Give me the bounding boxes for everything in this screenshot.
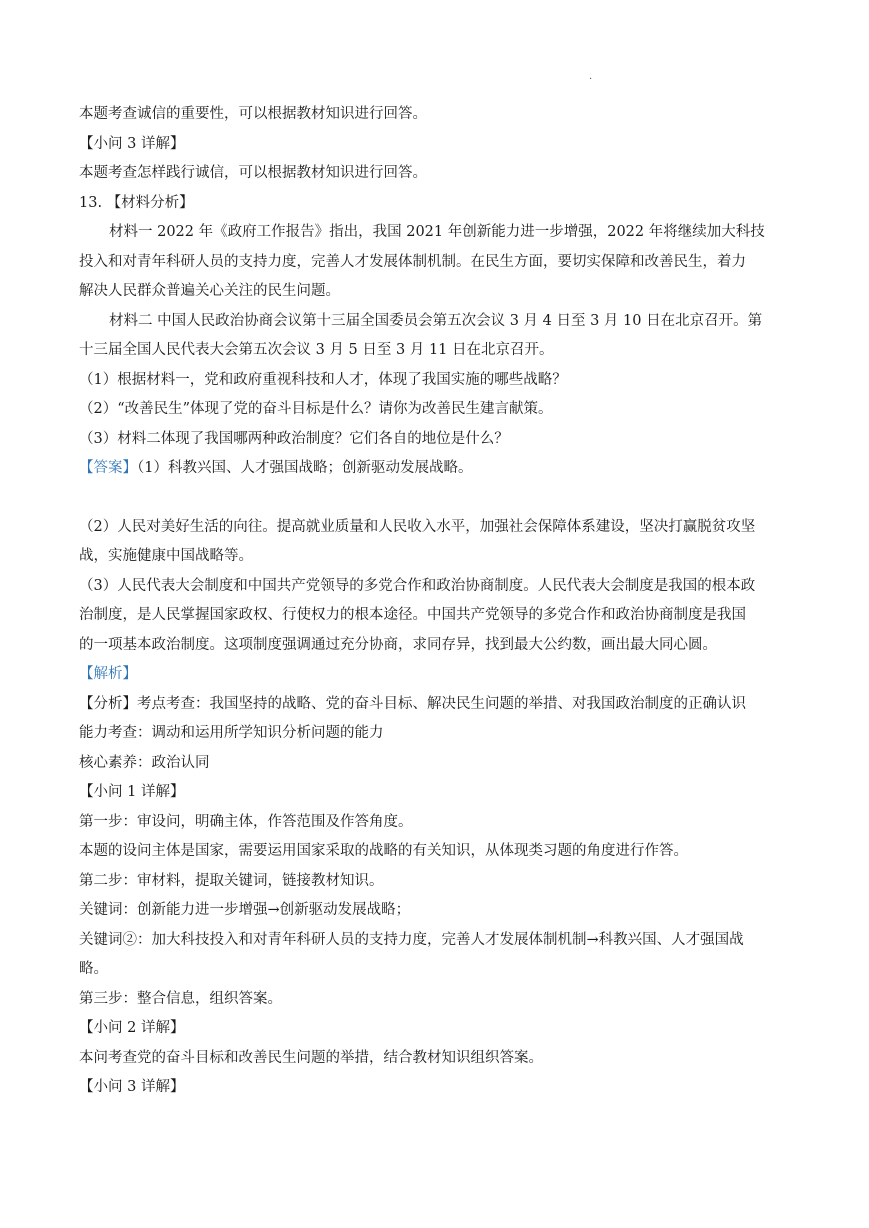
answer-tag: 【答案】 [79, 460, 137, 476]
answer-line: 的一项基本政治制度。这项制度强调通过充分协商，求同存异，找到最大公约数，画出最大同心圆。 [79, 636, 717, 653]
answer-line: 战，实施健康中国战略等。 [79, 548, 253, 564]
answer-line: （3）人民代表大会制度和中国共产党领导的多党合作和政治协商制度。人民代表大会制度是我国的根本政 [79, 577, 756, 594]
question-item: （2）“改善民生”体现了党的奋斗目标是什么？请你为改善民生建言献策。 [79, 401, 553, 417]
text-line: 本题考查诚信的重要性，可以根据教材知识进行回答。 [79, 106, 427, 122]
analysis-line: 第三步：整合信息，组织答案。 [79, 990, 282, 1007]
answer-line: （2）人民对美好生活的向往。提高就业质量和人民收入水平，加强社会保障体系建设，坚决打赢脱贫攻坚 [79, 518, 756, 535]
analysis-line: 【分析】考点考查：我国坚持的战略、党的奋斗目标、解决民生问题的举措、对我国政治制度的正确认识 [79, 695, 746, 712]
blank-gap [79, 484, 791, 513]
material-one-line: 材料一 2022 年《政府工作报告》指出，我国 2021 年创新能力进一步增强，2022 年将继续加大科技 [109, 224, 765, 240]
subquestion-heading: 【小问 1 详解】 [79, 784, 185, 800]
question-item: （1）根据材料一，党和政府重视科技和人才，体现了我国实施的哪些战略？ [79, 371, 567, 388]
question-item: （3）材料二体现了我国哪两种政治制度？它们各自的地位是什么？ [79, 430, 509, 447]
document-body [79, 100, 791, 1103]
analysis-line: 第二步：审材料，提取关键词，链接教材知识。 [79, 872, 384, 889]
analysis-line: 本问考查党的奋斗目标和改善民生问题的举措，结合教材知识组织答案。 [79, 1049, 543, 1066]
material-one-line: 解决人民群众普遍关心关注的民生问题。 [79, 283, 340, 299]
analysis-line: 本题的设问主体是国家，需要运用国家采取的战略的有关知识，从体现类习题的角度进行作答。 [79, 843, 688, 859]
analysis-line: 略。 [79, 961, 108, 977]
subquestion-heading: 【小问 3 详解】 [79, 1079, 185, 1095]
answer-line: 治制度，是人民掌握国家政权、行使权力的根本途径。中国共产党领导的多党合作和政治协商制度是我国 [79, 607, 746, 623]
analysis-line: 关键词②：加大科技投入和对青年科研人员的支持力度，完善人才发展体制机制→科教兴国、人才强国战 [79, 931, 744, 948]
analysis-line: 第一步：审设问，明确主体，作答范围及作答角度。 [79, 813, 413, 830]
analysis-tag: 【解析】 [79, 666, 137, 682]
material-two-line: 材料二 中国人民政治协商会议第十三届全国委员会第五次会议 3 月 4 日至 3 月 10 日在北京召开。第 [109, 312, 763, 329]
analysis-line: 核心素养：政治认同 [79, 754, 210, 771]
question-number-heading: 13. 【材料分析】 [79, 194, 194, 211]
material-two-line: 十三届全国人民代表大会第五次会议 3 月 5 日至 3 月 11 日在北京召开。 [79, 342, 554, 358]
answer-text: （1）科教兴国、人才强国战略；创新驱动发展战略。 [137, 460, 473, 476]
analysis-line: 能力考查：调动和运用所学知识分析问题的能力 [79, 725, 384, 741]
analysis-line: 关键词：创新能力进一步增强→创新驱动发展战略； [79, 902, 411, 918]
page-mark: · [589, 74, 593, 85]
material-one-line: 投入和对青年科研人员的支持力度，完善人才发展体制机制。在民生方面，要切实保障和改善民生，着力 [79, 253, 746, 270]
answer-line [79, 454, 791, 484]
subquestion-heading: 【小问 2 详解】 [79, 1020, 185, 1036]
text-line: 本题考查怎样践行诚信，可以根据教材知识进行回答。 [79, 165, 427, 181]
subquestion-heading: 【小问 3 详解】 [79, 135, 185, 152]
